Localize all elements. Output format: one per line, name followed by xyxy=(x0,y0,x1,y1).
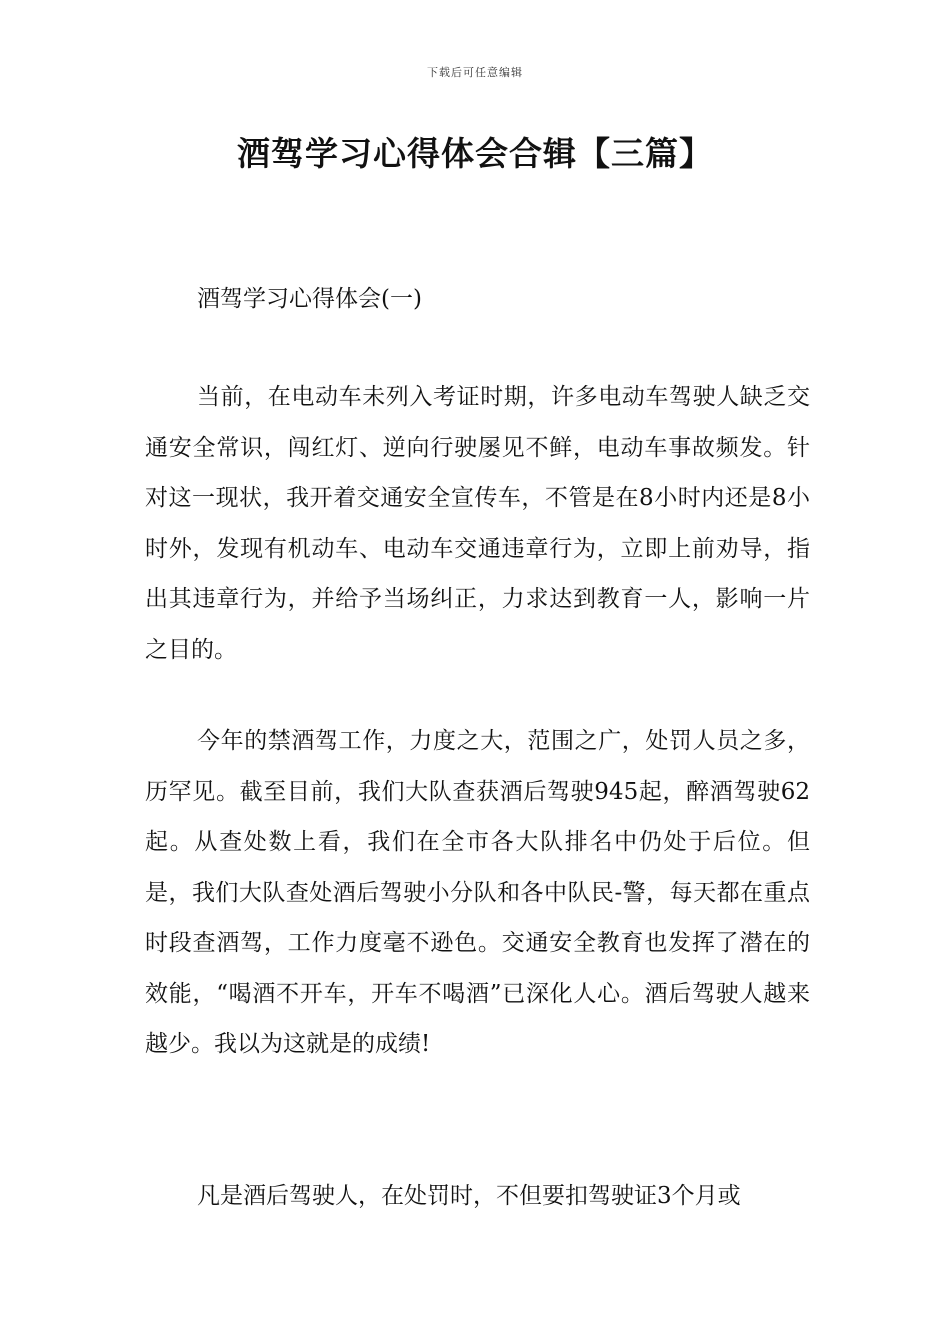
section-subtitle: 酒驾学习心得体会(一) xyxy=(197,286,422,312)
paragraph-2: 今年的禁酒驾工作，力度之大，范围之广，处罚人员之多，历罕见。截至目前，我们大队查获酒后驾驶945起，醉酒驾驶62起。从查处数上看，我们在全市各大队排名中仍处于后位。但是，我们大队查处酒后驾驶小分队和各中队民-警，每天都在重点时段查酒驾，工作力度毫不逊色。交通安全教育也发挥了潜在的效能，“喝酒不开车，开车不喝酒”已深化人心。酒后驾驶人越来越少。我以为这就是的成绩! xyxy=(145,728,810,1057)
document-title: 酒驾学习心得体会合辑【三篇】 xyxy=(237,134,713,173)
paragraph-1: 当前，在电动车未列入考证时期，许多电动车驾驶人缺乏交通安全常识，闯红灯、逆向行驶屡见不鲜，电动车事故频发。针对这一现状，我开着交通安全宣传车，不管是在8小时内还是8小时外，发现有机动车、电动车交通违章行为，立即上前劝导，指出其违章行为，并给予当场纠正，力求达到教育一人，影响一片之目的。 xyxy=(145,384,810,663)
paragraph-3: 凡是酒后驾驶人，在处罚时，不但要扣驾驶证3个月或 xyxy=(197,1183,741,1209)
header-note: 下载后可任意编辑 xyxy=(427,66,523,79)
